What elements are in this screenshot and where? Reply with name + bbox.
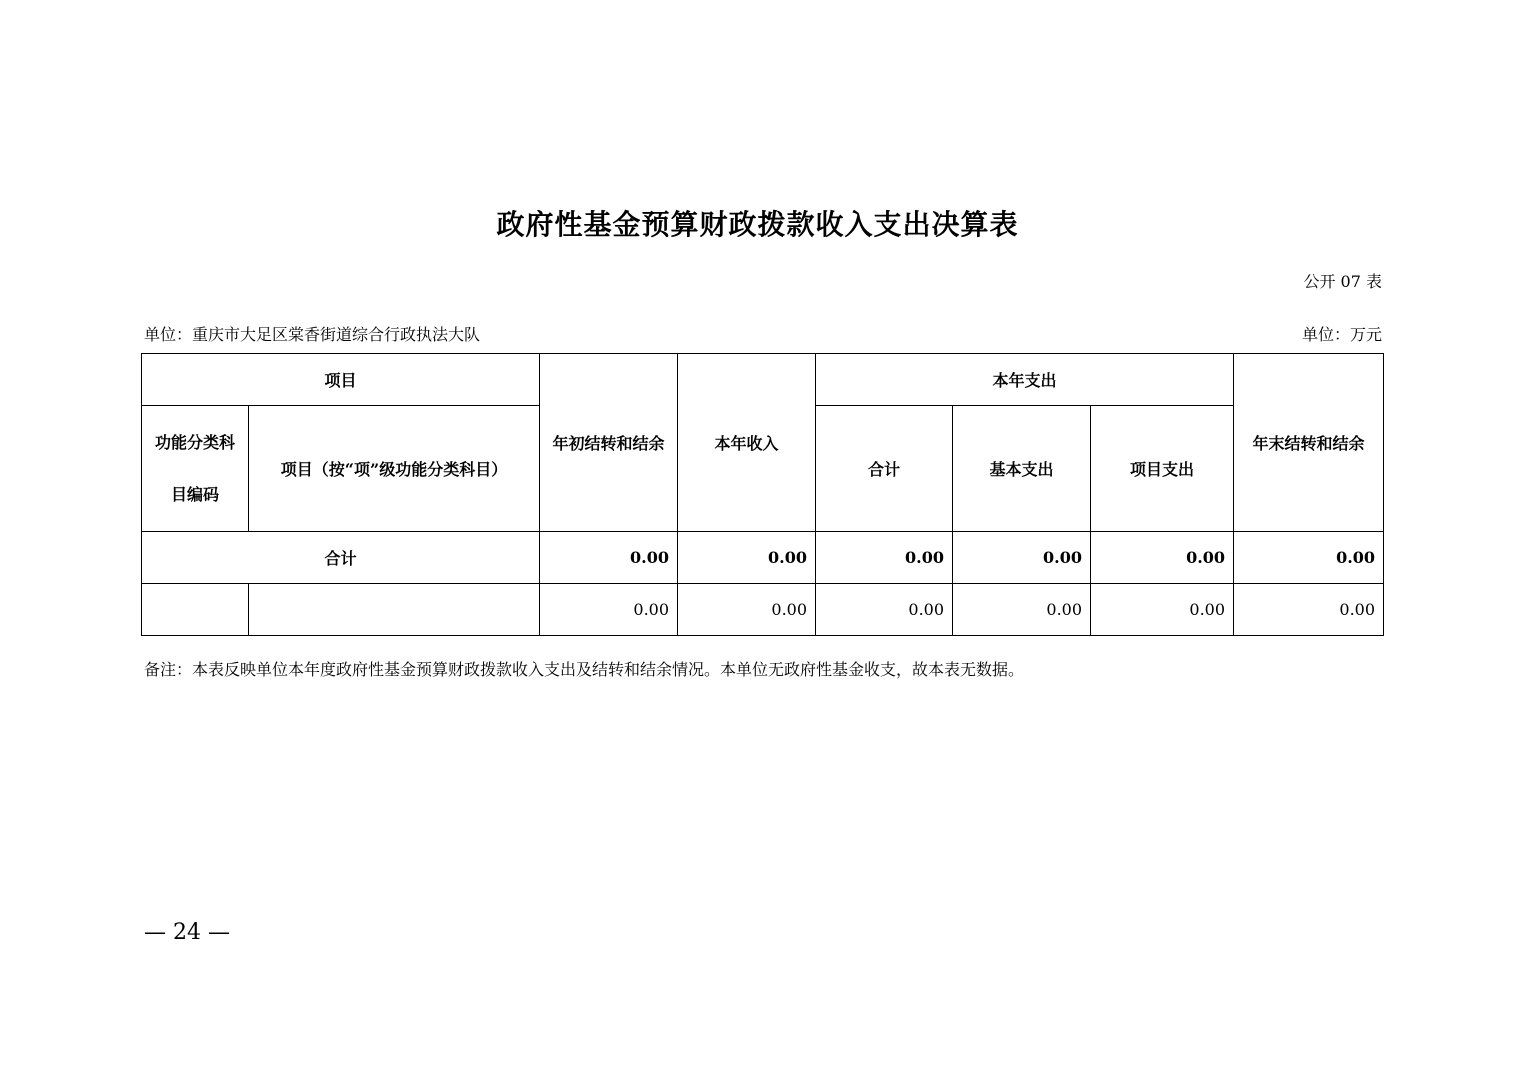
row-income: 0.00: [678, 584, 816, 636]
row-expense-project: 0.00: [1091, 584, 1234, 636]
header-expense-project: 项目支出: [1091, 406, 1234, 532]
budget-table: [141, 353, 1384, 636]
row-expense-total: 0.00: [816, 584, 953, 636]
unit-organization: 单位：重庆市大足区棠香街道综合行政执法大队: [144, 325, 481, 344]
row-expense-basic: 0.00: [953, 584, 1091, 636]
document-title: 政府性基金预算财政拨款收入支出决算表: [496, 208, 1019, 241]
row-begin-balance: 0.00: [540, 584, 678, 636]
row-end-balance: 0.00: [1234, 584, 1384, 636]
header-end-balance: 年末结转和结余: [1234, 354, 1384, 532]
total-row: [142, 532, 1384, 584]
total-label: 合计: [142, 532, 540, 584]
header-begin-balance: 年初结转和结余: [540, 354, 678, 532]
total-expense-project: 0.00: [1091, 532, 1234, 584]
header-income: 本年收入: [678, 354, 816, 532]
total-income: 0.00: [678, 532, 816, 584]
page-number: — 24 —: [144, 920, 230, 945]
header-func-code: 功能分类科目编码: [142, 406, 249, 532]
table-row: [142, 584, 1384, 636]
total-expense-basic: 0.00: [953, 532, 1091, 584]
header-expense-total: 合计: [816, 406, 953, 532]
unit-currency: 单位：万元: [1301, 325, 1382, 344]
row-project-item: [249, 584, 540, 636]
header-expense-basic: 基本支出: [953, 406, 1091, 532]
header-project-item: 项目（按“项”级功能分类科目）: [249, 406, 540, 532]
total-end-balance: 0.00: [1234, 532, 1384, 584]
total-begin-balance: 0.00: [540, 532, 678, 584]
row-func-code: [142, 584, 249, 636]
table-note: 备注：本表反映单位本年度政府性基金预算财政拨款收入支出及结转和结余情况。本单位无政府性基金收支，故本表无数据。: [144, 660, 1025, 679]
header-project: 项目: [142, 354, 540, 406]
header-row-1: [142, 354, 1384, 406]
header-expense: 本年支出: [816, 354, 1234, 406]
total-expense-total: 0.00: [816, 532, 953, 584]
form-code: 公开 07 表: [1303, 272, 1382, 291]
